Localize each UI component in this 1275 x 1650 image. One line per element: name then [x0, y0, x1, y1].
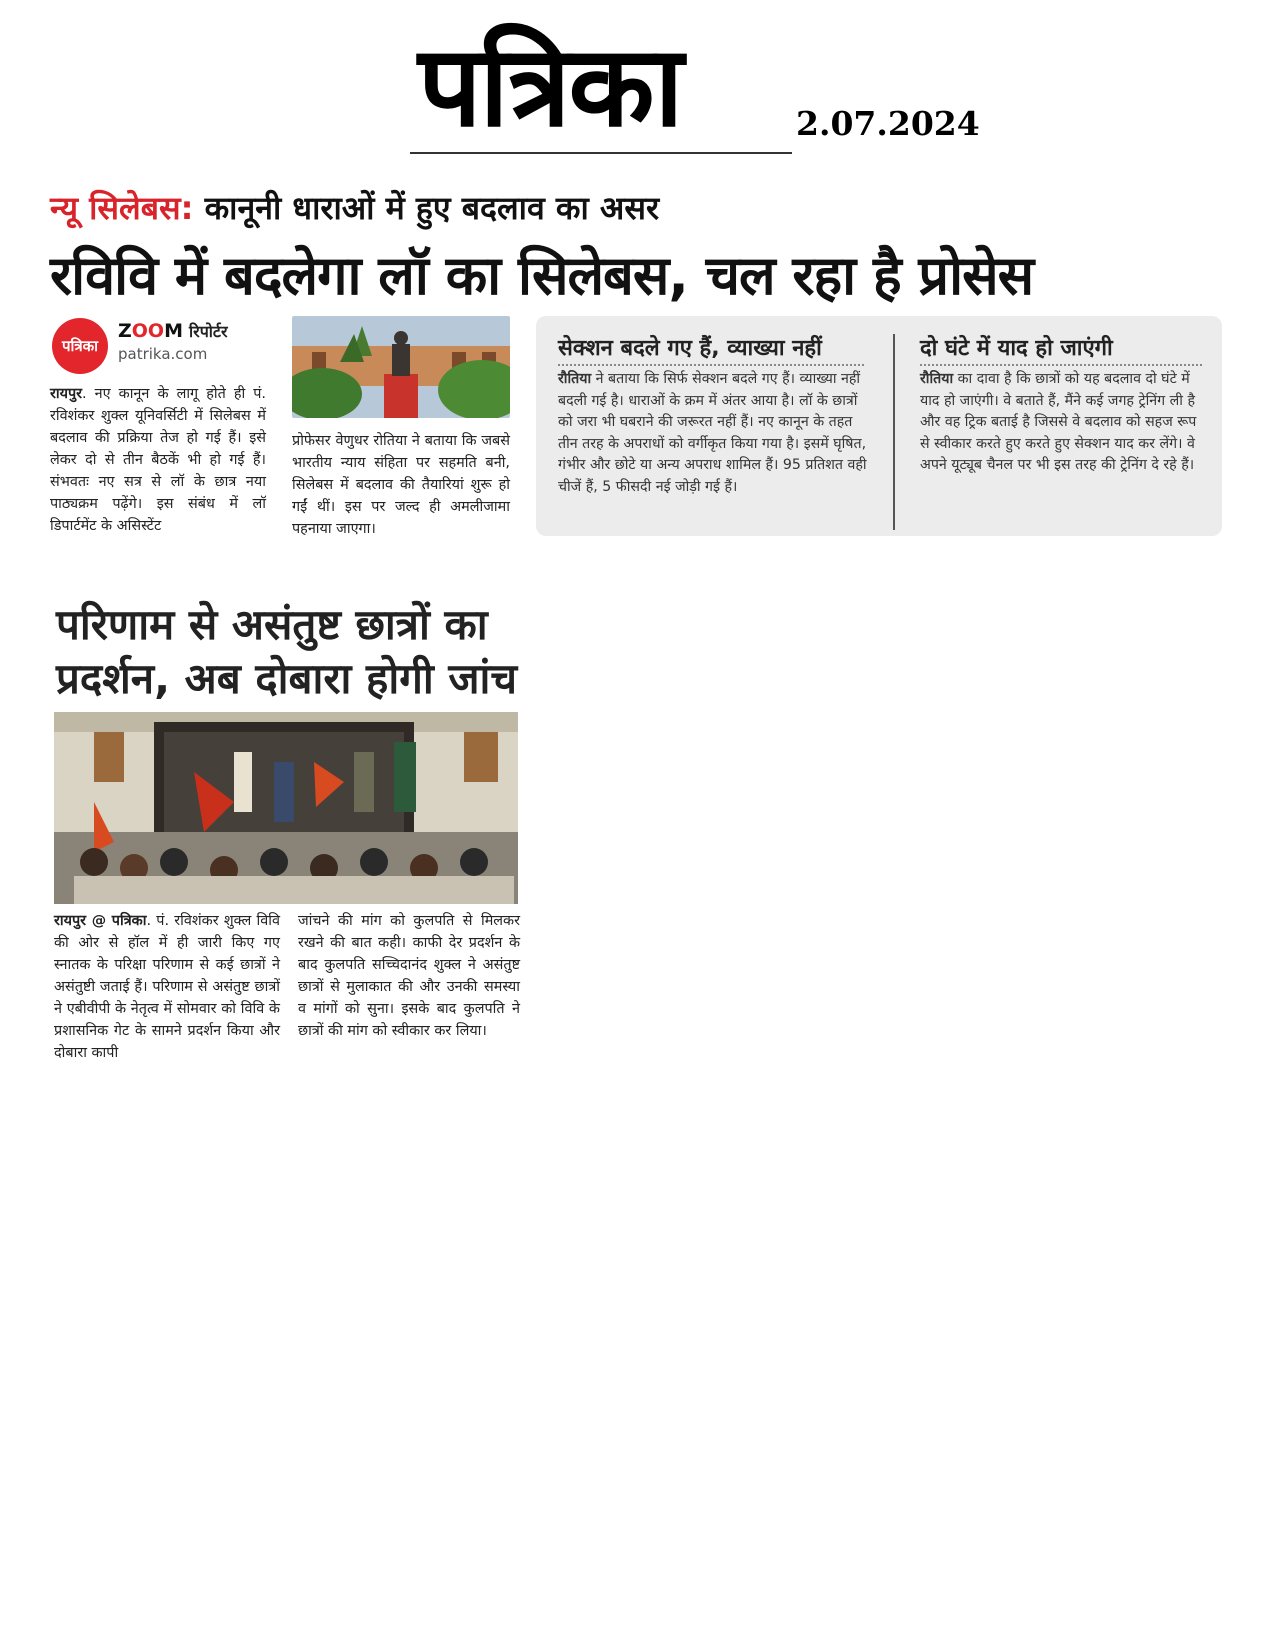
masthead	[418, 22, 788, 160]
panel-box1-body: ने बताया कि सिर्फ सेक्शन बदले गए हैं। व्याख्या नहीं बदली गई है। धाराओं के क्रम में अंतर आया है। लॉ के छात्रों को जरा भी घबराने की जरूरत नहीं हैं। नए कानून के तहत तीन तरह के अपराधों को वर्गीकृत किया गया है। इसमें घृषित, गंभीर और छोटे या अन्य अपराध शामिल हैं। 95 प्रतिशत वही चीजें हैं, 5 फीसदी नई जोड़ी गई हैं।	[558, 371, 867, 495]
site-url: patrika.com	[118, 345, 208, 363]
article2-column-2: जांचने की मांग को कुलपति से मिलकर रखने की बात कही। काफी देर प्रदर्शन के बाद कुलपति सच्चिदानंद शुक्ल ने असंतुष्ट छात्रों से मुलाकात की और उनकी समस्या व मांगों को सुना। इसके बाद कुलपति ने छात्रों की मांग को स्वीकार कर लिया।	[298, 913, 520, 1039]
article1-headline: रविवि में बदलेगा लॉ का सिलेबस, चल रहा है प्रोसेस	[50, 244, 1034, 307]
kicker-subtitle: कानूनी धाराओं में हुए बदलाव का असर	[193, 189, 660, 227]
zoom-oo: OO	[131, 320, 165, 342]
article1-col1-text: . नए कानून के लागू होते ही पं. रविशंकर शुक्ल यूनिवर्सिटी में सिलेबस में बदलाव की प्रक्रिया तेज हो गई हैं। इसे लेकर दो से तीन बैठकें भी हो गई हैं। संभवतः नए सत्र से लॉ के छात्र नया पाठ्यक्रम पढ़ेंगे। इस संबंध में लॉ डिपार्टमेंट के असिस्टेंट	[50, 386, 266, 534]
article2-column-1	[54, 910, 280, 1064]
statue-photo	[292, 316, 510, 418]
panel-box1-title: सेक्शन बदले गए हैं, व्याख्या नहीं	[558, 336, 822, 361]
panel-box2-lead: रौतिया	[920, 371, 954, 387]
panel-box2-title: दो घंटे में याद हो जाएंगी	[920, 336, 1113, 361]
badge-label: पत्रिका	[61, 337, 99, 355]
panel-box2-rule	[920, 364, 1202, 366]
dateline: रायपुर	[50, 386, 83, 402]
article1-kicker	[50, 186, 659, 229]
article2-col1-text: . पं. रविशंकर शुक्ल विवि की ओर से हॉल में ही जारी किए गए स्नातक के परिक्षा परिणाम से कई छात्रों ने असंतुष्टी जताई हैं। परिणाम से असंतुष्ट छात्रों ने एबीवीपी के नेतृत्व में सोमवार को विवि के प्रशासनिक गेट के सामने प्रदर्शन किया और दोबारा कापी	[54, 913, 280, 1061]
article2-dateline: रायपुर @ पत्रिका	[54, 913, 147, 929]
panel-box1-lead: रौतिया	[558, 371, 592, 387]
article1-column-2: प्रोफेसर वेणुधर रोतिया ने बताया कि जबसे भारतीय न्याय संहिता पर सहमति बनी, सिलेबस में बदलाव की तैयारियां शुरू हो गईं थीं। इस पर जल्द ही अमलीजामा पहनाया जाएगा।	[292, 433, 510, 537]
kicker-topic: न्यू सिलेबस:	[50, 189, 194, 227]
panel-box2-body: का दावा है कि छात्रों को यह बदलाव दो घंटे में याद हो जाएंगी। वे बताते हैं, मैंने कई जगह ट्रेनिंग ली है और वह ट्रिक बताई है जिससे वे बदलाव को सहज रूप से स्वीकार करते हुए करते हुए सेक्शन याद कर लेंगे। वे अपने यूट्यूब चैनल पर भी इस तरह की ट्रेनिंग दे रहे हैं।	[920, 371, 1197, 474]
reporter-label: रिपोर्टर	[189, 322, 228, 341]
panel-box1-text	[558, 369, 868, 499]
panel-divider	[893, 334, 895, 530]
edition-date: 2.07.2024	[796, 104, 980, 143]
patrika-badge-icon	[52, 318, 108, 374]
article1-column-1	[50, 383, 266, 537]
newspaper-logo: पत्रिका	[418, 21, 682, 152]
zoom-m: M	[164, 320, 184, 342]
article2-headline: परिणाम से असंतुष्ट छात्रों का प्रदर्शन, अब दोबारा होगी जांच	[56, 600, 518, 703]
protest-photo	[54, 712, 518, 904]
masthead-rule	[410, 152, 792, 154]
panel-box1-rule	[558, 364, 864, 366]
panel-box2-text	[920, 369, 1206, 477]
zoom-z: Z	[118, 320, 132, 342]
zoom-reporter-logo	[118, 320, 228, 342]
